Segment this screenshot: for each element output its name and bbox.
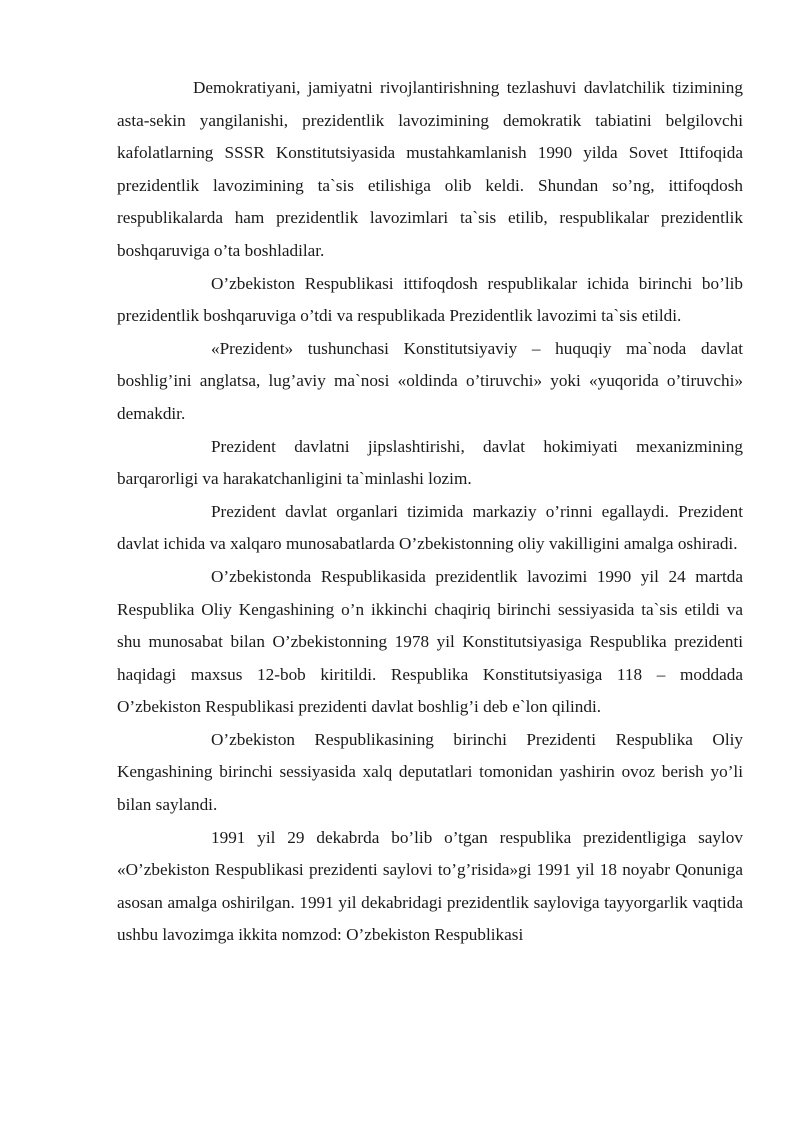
paragraph-1: Demokratiyani, jamiyatni rivojlantirishning tezlashuvi davlatchilik tizimining asta-sekin yangilanishi, prezidentlik lavozimining demokratik tabiatini belgilovchi kafolatlarning SSSR Konstitutsiyasida mustahkamlanish 1990 yilda Sovet Ittifoqida prezidentlik lavozimining ta`sis etilishiga olib keldi. Shundan so’ng, ittifoqdosh respublikalarda ham prezidentlik lavozimlari ta`sis etilib, respublikalar prezidentlik boshqaruviga o’ta boshladilar. (117, 78, 743, 260)
paragraph-5: Prezident davlat organlari tizimida markaziy o’rinni egallaydi. Prezident davlat ichida va xalqaro munosabatlarda O’zbekistonning oliy vakilligini amalga oshiradi. (117, 501, 743, 554)
paragraph-3: «Prezident» tushunchasi Konstitutsiyaviy – huquqiy ma`noda davlat boshlig’ini anglatsa, lug’aviy ma`nosi «oldinda o’tiruvchi» yoki «yuqorida o’tiruvchi» demakdir. (117, 338, 743, 423)
paragraph-7: O’zbekiston Respublikasining birinchi Prezidenti Respublika Oliy Kengashining birinchi sessiyasida xalq deputatlari tomonidan yashirin ovoz berish yo’li bilan saylandi. (117, 729, 743, 815)
paragraph-6: O’zbekistonda Respublikasida prezidentlik lavozimi 1990 yil 24 martda Respublika Oliy Kengashining o’n ikkinchi chaqiriq birinchi sessiyasida ta`sis etildi va shu munosabat bilan O’zbekistonning 1978 yil Konstitutsiyasiga Respublika prezidenti haqidagi maxsus 12-bob kiritildi. Respublika Konstitutsiyasiga 118 – moddada O’zbekiston Respublikasi prezidenti davlat boshlig’i deb e`lon qilindi. (117, 566, 743, 717)
paragraph-4: Prezident davlatni jipslashtirishi, davlat hokimiyati mexanizmining barqarorligi va harakatchanligini ta`minlashi lozim. (117, 436, 743, 489)
paragraph-8: 1991 yil 29 dekabrda bo’lib o’tgan respublika prezidentligiga saylov «O’zbekiston Respublikasi prezidenti saylovi to’g’risida»gi 1991 yil 18 noyabr Qonuniga asosan amalga oshirilgan. 1991 yil dekabridagi prezidentlik sayloviga tayyorgarlik vaqtida ushbu lavozimga ikkita nomzod: O’zbekiston Respublikasi (117, 827, 743, 945)
paragraph-2: O’zbekiston Respublikasi ittifoqdosh respublikalar ichida birinchi bo’lib prezidentlik boshqaruviga o’tdi va respublikada Prezidentlik lavozimi ta`sis etildi. (117, 273, 743, 326)
document-body (117, 72, 743, 952)
